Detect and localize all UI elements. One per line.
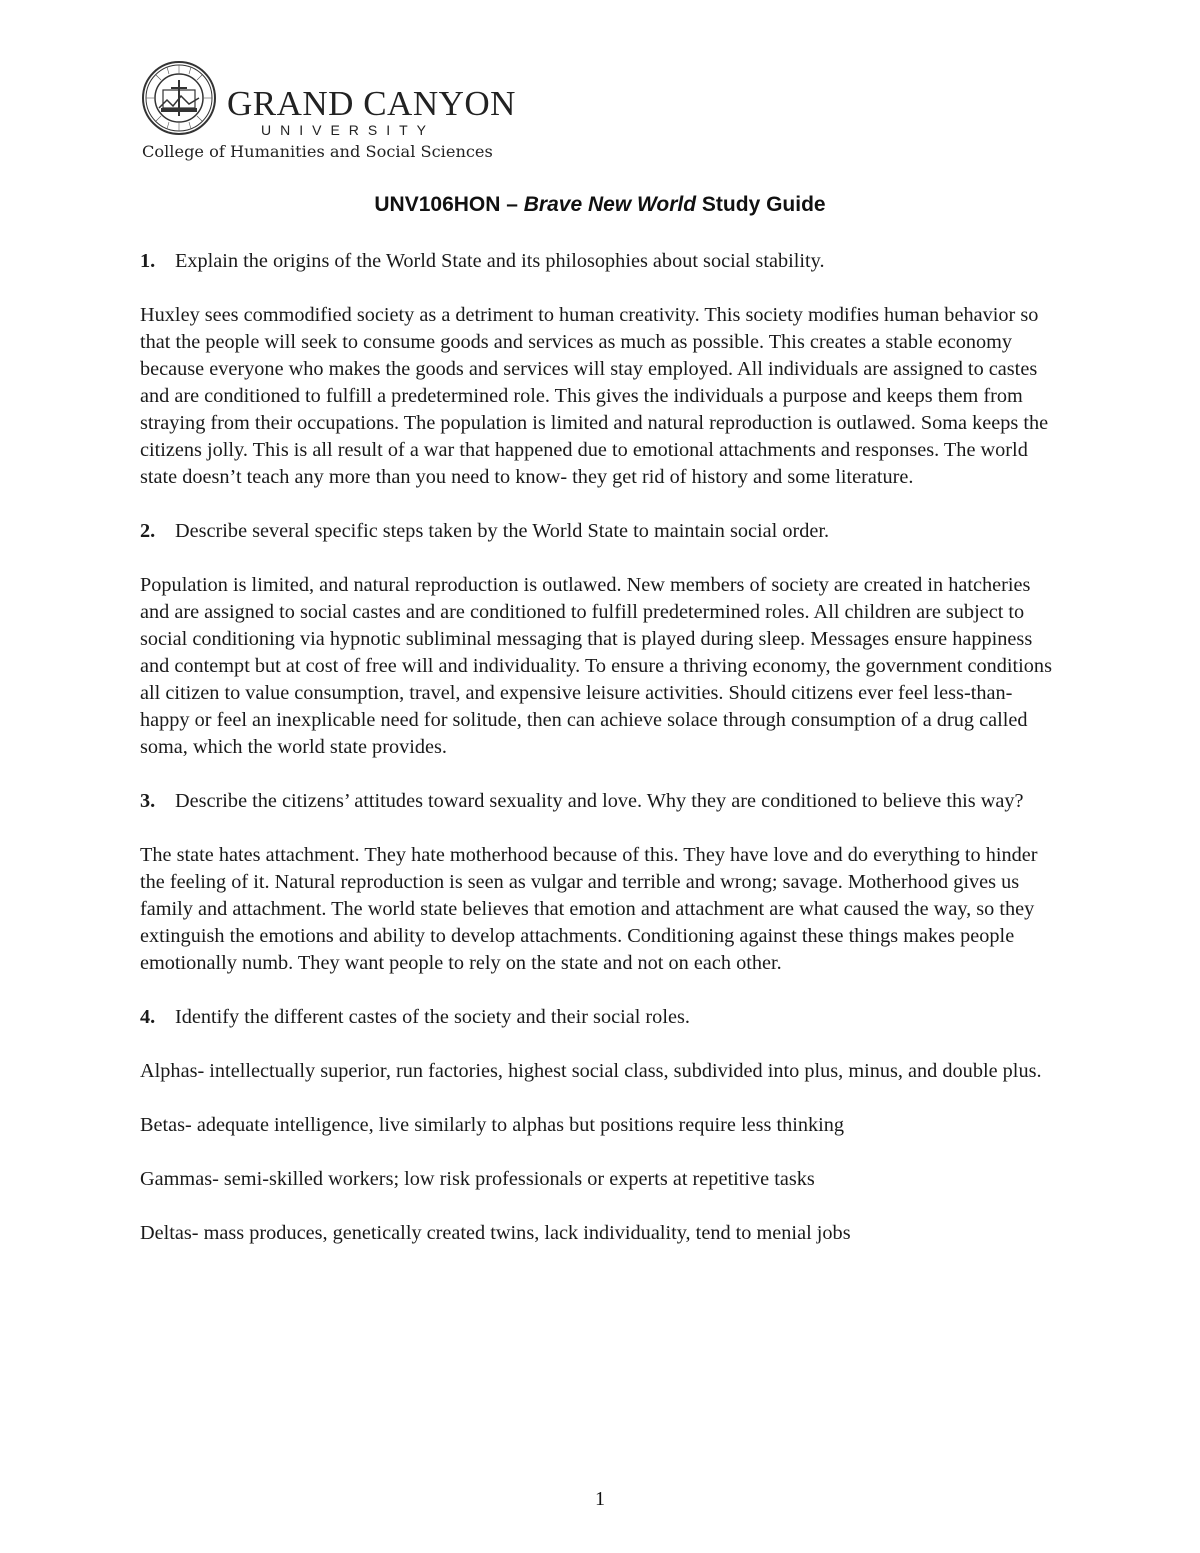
college-name: College of Humanities and Social Sciences	[142, 142, 493, 161]
question-number: 4.	[140, 1006, 156, 1028]
university-logo	[141, 60, 516, 140]
university-seal-icon	[141, 60, 217, 136]
caste-betas: Betas- adequate intelligence, live similarly to alphas but positions require less thinking	[140, 1114, 845, 1136]
title-suffix: Study Guide	[696, 193, 826, 216]
question-number: 1.	[140, 250, 156, 272]
title-book: Brave New World	[523, 193, 697, 216]
question-text: Describe the citizens’ attitudes toward sexuality and love. Why they are conditioned to believe this way?	[175, 790, 1024, 812]
title-course: UNV106HON –	[374, 193, 524, 216]
question-2	[140, 518, 1060, 545]
caste-gammas: Gammas- semi-skilled workers; low risk professionals or experts at repetitive tasks	[140, 1168, 815, 1190]
answer-2: Population is limited, and natural reproduction is outlawed. New members of society are created in hatcheries and are assigned to social castes and are conditioned to fulfill predetermined roles. All children are subject to social conditioning via hypnotic subliminal messaging that is played during sleep. Messages ensure happiness and contempt but at cost of free will and individuality. To ensure a thriving economy, the government conditions all citizen to value consumption, travel, and expensive leisure activities. Should citizens ever feel less-than-happy or feel an inexplicable need for solitude, then can achieve solace through consumption of a drug called soma, which the world state provides.	[140, 574, 1052, 758]
logo-wordmark: GRAND CANYON	[227, 84, 516, 123]
study-guide-content	[140, 248, 1060, 1274]
question-3	[140, 788, 1060, 815]
question-4	[140, 1004, 1060, 1031]
page-number: 1	[595, 1488, 605, 1510]
question-1	[140, 248, 1060, 275]
answer-1: Huxley sees commodified society as a detriment to human creativity. This society modifies human behavior so that the people will seek to consume goods and services as much as possible. This creates a stable economy because everyone who makes the goods and services will stay employed. All individuals are assigned to castes and are conditioned to fulfill a predetermined role. This gives the individuals a purpose and keeps them from straying from their occupations. The population is limited and natural reproduction is outlawed. Soma keeps the citizens jolly. This is all result of a war that happened due to emotional attachments and responses. The world state doesn’t teach any more than you need to know- they get rid of history and some literature.	[140, 304, 1049, 488]
question-text: Identify the different castes of the society and their social roles.	[175, 1006, 690, 1028]
answer-3: The state hates attachment. They hate motherhood because of this. They have love and do everything to hinder the feeling of it. Natural reproduction is seen as vulgar and terrible and wrong; savage. Motherhood gives us family and attachment. The world state believes that emotion and attachment are what caused the way, so they extinguish the emotions and ability to develop attachments. Conditioning against these things makes people emotionally numb. They want people to rely on the state and not on each other.	[140, 844, 1038, 974]
question-number: 3.	[140, 790, 156, 812]
question-number: 2.	[140, 520, 156, 542]
caste-deltas: Deltas- mass produces, genetically created twins, lack individuality, tend to menial jobs	[140, 1222, 851, 1244]
caste-alphas: Alphas- intellectually superior, run factories, highest social class, subdivided into plus, minus, and double plus.	[140, 1060, 1042, 1082]
document-title	[0, 193, 1200, 217]
question-text: Describe several specific steps taken by the World State to maintain social order.	[175, 520, 830, 542]
question-text: Explain the origins of the World State and its philosophies about social stability.	[175, 250, 825, 272]
logo-subtitle: UNIVERSITY	[261, 122, 436, 138]
